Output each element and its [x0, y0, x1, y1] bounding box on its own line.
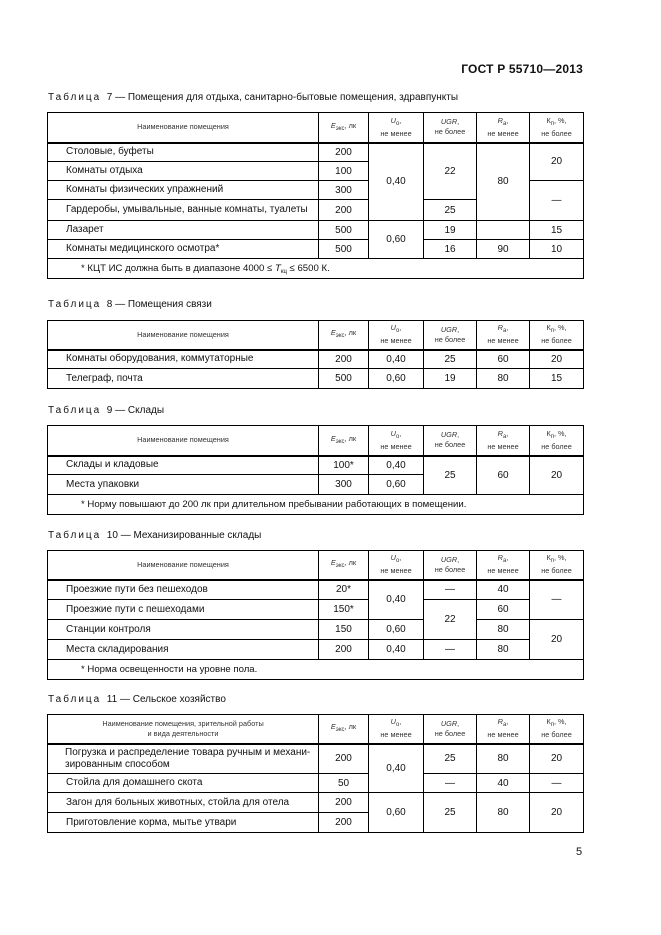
table-cell: 20 [530, 744, 584, 774]
header-ugr: UGR, не более [424, 715, 477, 744]
table-cell: 60 [477, 350, 530, 369]
header-kp: $К_п$, %, не более [530, 551, 584, 580]
header-uo: $U_о$, не менее [369, 321, 424, 350]
table-row [48, 240, 584, 259]
table-cell: 22 [424, 600, 477, 640]
table-cell: 0,40 [369, 456, 424, 475]
table-cell: 20 [530, 143, 584, 181]
table-cell [477, 221, 530, 240]
table-cell: 80 [477, 793, 530, 833]
table-cell: 200 [319, 350, 369, 369]
table-cell: 60 [477, 600, 530, 620]
table-cell: 80 [477, 620, 530, 640]
header-kp: $К_п$, %, не более [530, 113, 584, 143]
table-cell: 500 [319, 240, 369, 259]
header-name: Наименование помещения [48, 551, 319, 580]
table-cell: 0,60 [369, 475, 424, 495]
table-cell: 25 [424, 200, 477, 221]
header-name: Наименование помещения [48, 113, 319, 143]
header-name: Наименование помещения [48, 426, 319, 456]
table-10-caption: Таблица 10 — Механизированные склады [48, 530, 262, 541]
table-cell: Приготовление корма, мытье утвари [48, 813, 319, 833]
table-cell: Столовые, буфеты [48, 143, 319, 162]
header-uo: $U_о$, не менее [369, 551, 424, 580]
header-ra: $R_a$, не менее [477, 551, 530, 580]
table-cell: 19 [424, 369, 477, 389]
table-cell: * Норму повышают до 200 лк при длительном пребывании работающих в помещении. [48, 495, 584, 515]
table-cell: 25 [424, 350, 477, 369]
table-cell: 15 [530, 221, 584, 240]
header-e: $E_{экс}$, лк [319, 113, 369, 143]
table-cell: 150* [319, 600, 369, 620]
table-cell: 200 [319, 640, 369, 660]
table-8-caption: Таблица 8 — Помещения связи [48, 299, 212, 310]
table-cell: Проезжие пути с пешеходами [48, 600, 319, 620]
header-uo: $U_о$, не менее [369, 715, 424, 744]
table-11-caption: Таблица 11 — Сельское хозяйство [48, 694, 226, 705]
header-e: $E_{экс}$, лк [319, 321, 369, 350]
header-ra: $R_a$, не менее [477, 715, 530, 744]
table-cell: — [424, 774, 477, 793]
header-ugr: UGR, не более [424, 113, 477, 143]
header-ra: $R_a$, не менее [477, 321, 530, 350]
header-kp: $К_п$, %, не более [530, 321, 584, 350]
table-cell: — [530, 181, 584, 221]
table-cell: — [424, 580, 477, 600]
table-7 [47, 112, 584, 279]
table-cell: 200 [319, 793, 369, 813]
table-row [48, 580, 584, 600]
table-cell: 150 [319, 620, 369, 640]
header-kp: $К_п$, %, не более [530, 426, 584, 456]
table-cell: 80 [477, 369, 530, 389]
table-cell: 40 [477, 774, 530, 793]
table-row [48, 350, 584, 369]
table-cell: 200 [319, 143, 369, 162]
table-cell: * Норма освещенности на уровне пола. [48, 660, 584, 680]
table-row [48, 620, 584, 640]
table-cell: 50 [319, 774, 369, 793]
header-uo: $U_о$, не менее [369, 426, 424, 456]
table-cell: 300 [319, 181, 369, 200]
table-cell: 0,40 [369, 143, 424, 221]
table-cell: Комнаты медицинского осмотра* [48, 240, 319, 259]
header-e: $E_{экс}$, лк [319, 426, 369, 456]
table-cell: Телеграф, почта [48, 369, 319, 389]
table-cell: 200 [319, 200, 369, 221]
footnote-row [48, 660, 584, 680]
table-cell: Станции контроля [48, 620, 319, 640]
table-cell: 19 [424, 221, 477, 240]
table-cell: 0,40 [369, 580, 424, 620]
header-e: $E_{экс}$, лк [319, 715, 369, 744]
table-cell: Лазарет [48, 221, 319, 240]
table-cell: 80 [477, 640, 530, 660]
table-row [48, 456, 584, 475]
table-cell: 20 [530, 350, 584, 369]
header-ugr: UGR, не более [424, 426, 477, 456]
table-cell: Проезжие пути без пешеходов [48, 580, 319, 600]
table-cell: 90 [477, 240, 530, 259]
table-cell: Места упаковки [48, 475, 319, 495]
table-row [48, 369, 584, 389]
table-row [48, 793, 584, 813]
table-cell: 15 [530, 369, 584, 389]
table-row [48, 221, 584, 240]
header-ra: $R_a$, не менее [477, 113, 530, 143]
header-kp: $К_п$, %, не более [530, 715, 584, 744]
table-row [48, 774, 584, 793]
table-cell: 80 [477, 143, 530, 221]
table-8 [47, 320, 584, 389]
table-cell: 25 [424, 456, 477, 495]
table-row [48, 640, 584, 660]
table-cell: 100* [319, 456, 369, 475]
footnote-row [48, 259, 584, 279]
table-cell: 0,60 [369, 221, 424, 259]
table-cell: 200 [319, 744, 369, 774]
table-cell: Комнаты физических упражнений [48, 181, 319, 200]
table-cell: 500 [319, 221, 369, 240]
table-cell: 25 [424, 744, 477, 774]
table-cell: 16 [424, 240, 477, 259]
table-row [48, 143, 584, 162]
table-cell: Склады и кладовые [48, 456, 319, 475]
table-cell: * КЦТ ИС должна быть в диапазоне $4000 \le T_{кц} \le 6500$ К. [48, 259, 584, 279]
table-cell: 25 [424, 793, 477, 833]
table-cell: — [424, 640, 477, 660]
table-cell: 40 [477, 580, 530, 600]
table-cell: 300 [319, 475, 369, 495]
table-cell: 100 [319, 162, 369, 181]
page-number: 5 [576, 846, 583, 858]
table-cell: 0,60 [369, 620, 424, 640]
table-cell: 20* [319, 580, 369, 600]
header-name: Наименование помещения [48, 321, 319, 350]
table-cell: 60 [477, 456, 530, 495]
table-cell: 0,40 [369, 744, 424, 793]
table-11 [47, 714, 584, 833]
table-cell: 0,60 [369, 369, 424, 389]
table-cell: 0,40 [369, 350, 424, 369]
table-cell: 20 [530, 620, 584, 660]
table-cell: 20 [530, 456, 584, 495]
table-cell: 500 [319, 369, 369, 389]
table-9-caption: Таблица 9 — Склады [48, 405, 165, 416]
header-ugr: UGR, не более [424, 321, 477, 350]
standard-code: ГОСТ Р 55710—2013 [461, 62, 583, 76]
table-cell: 20 [530, 793, 584, 833]
header-ra: $R_a$, не менее [477, 426, 530, 456]
footnote-row [48, 495, 584, 515]
table-7-caption: Таблица 7 — Помещения для отдыха, санитарно-бытовые помещения, здравпункты [48, 92, 459, 103]
table-cell: 0,60 [369, 793, 424, 833]
header-ugr: UGR, не более [424, 551, 477, 580]
table-cell: 200 [319, 813, 369, 833]
table-cell: Погрузка и распределение товара ручным и механи- зированным способом [48, 744, 319, 774]
table-cell: Комнаты оборудования, коммутаторные [48, 350, 319, 369]
table-10 [47, 550, 584, 680]
table-9 [47, 425, 584, 515]
table-cell: 22 [424, 143, 477, 200]
table-cell: — [530, 774, 584, 793]
table-cell: Стойла для домашнего скота [48, 774, 319, 793]
table-row [48, 600, 584, 620]
header-e: $E_{экс}$, лк [319, 551, 369, 580]
table-cell: Загон для больных животных, стойла для отела [48, 793, 319, 813]
table-cell: Комнаты отдыха [48, 162, 319, 181]
table-cell: 0,40 [369, 640, 424, 660]
table-row [48, 744, 584, 774]
header-uo: $U_о$, не менее [369, 113, 424, 143]
table-cell: Места складирования [48, 640, 319, 660]
table-cell: 80 [477, 744, 530, 774]
table-cell: 10 [530, 240, 584, 259]
table-cell: Гардеробы, умывальные, ванные комнаты, туалеты [48, 200, 319, 221]
header-name: Наименование помещения, зрительной работы и вида деятельности [48, 715, 319, 744]
table-cell: — [530, 580, 584, 620]
